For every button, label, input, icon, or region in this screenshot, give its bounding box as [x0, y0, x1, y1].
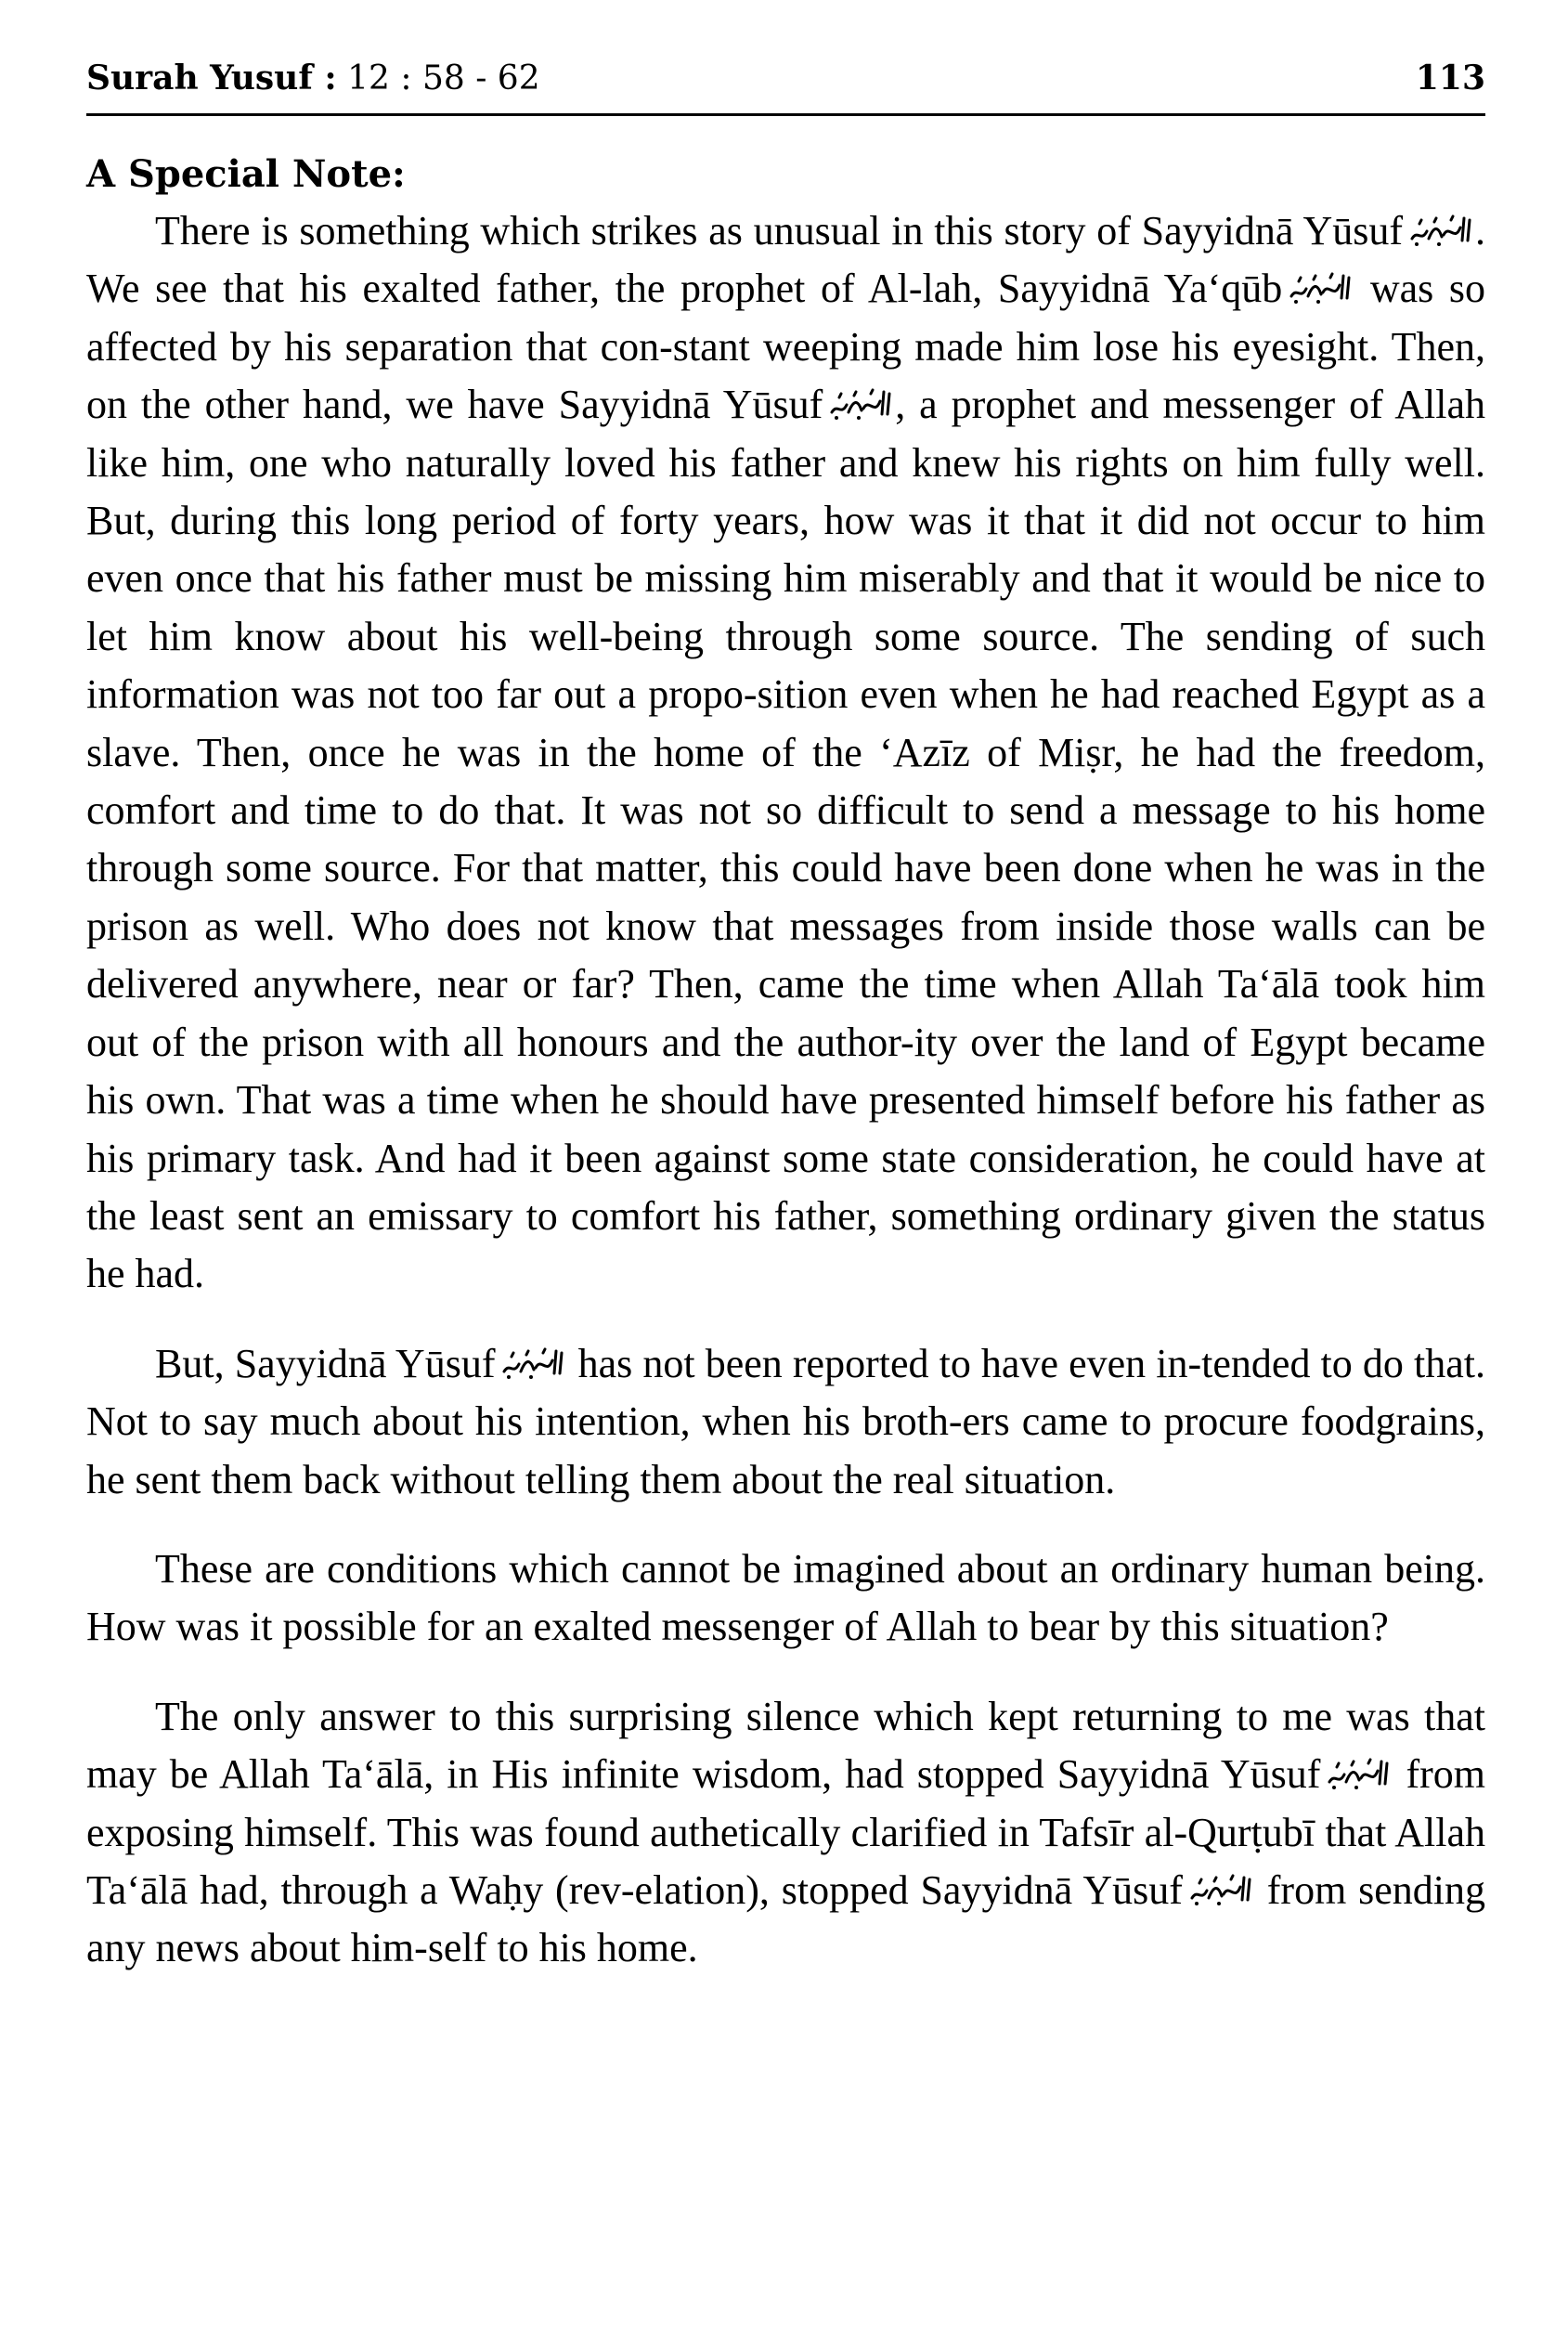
paragraph-3 — [86, 1540, 1485, 1657]
paragraph-text: There is something which strikes as unusual in this story of Sayyidnā Yūsuf — [155, 208, 1403, 254]
paragraph-text: . We see that his exalted father, the prophet of Al-lah, Sayyidnā Ya‘qūb — [86, 208, 1485, 312]
arabic-honorific-icon — [1288, 268, 1353, 306]
surah-name: Surah Yusuf : — [86, 58, 337, 98]
paragraph-text: has not been reported to have even in-tended to do that. Not to say much about his intention, when his broth-ers came to procure foodgrains, he sent them back without telling them about the real situation. — [86, 1340, 1485, 1502]
paragraph-text: from exposing himself. This was found authetically clarified in Tafsīr al-Qurṭubī that Allah Ta‘ālā had, through a Waḥy (rev-elation), stopped Sayyidnā Yūsuf — [86, 1751, 1486, 1913]
section-heading: A Special Note: — [86, 152, 406, 196]
verse-range: 12 : 58 - 62 — [336, 59, 540, 98]
header-rule — [86, 113, 1485, 116]
arabic-honorific-icon — [1408, 211, 1473, 248]
paragraph-text: , a prophet and messenger of Allah like him, one who naturally loved his father and knew his rights on him fully well. But, during this long period of forty years, how was it that it did not occur to him even once that his father must be missing him miserably and that it would be nice to let him know about his well-being through some source. The sending of such information was not too far out a propo-sition even when he had reached Egypt as a slave. Then, once he was in the home of the ‘Azīz of Miṣr, he had the freedom, comfort and time to do that. It was not so difficult to send a message to his home through some source. For that matter, this could have been done when he was in the prison as well. Who does not know that messages from inside those walls can be delivered anywhere, near or far? Then, came the time when Allah Ta‘ālā took him out of the prison with all honours and the author-ity over the land of Egypt became his own. That was a time when he should have presented himself before his father as his primary task. And had it been against some state consideration, he could have at the least sent an emissary to comfort his father, something ordinary given the status he had. — [86, 382, 1485, 1297]
paragraph-4 — [86, 1688, 1485, 1978]
paragraph-text: These are conditions which cannot be imagined about an ordinary human being. How was it possible for an exalted messenger of Allah to bear by this situation? — [86, 1545, 1485, 1650]
paragraph-1 — [86, 202, 1485, 1304]
running-header — [86, 54, 1485, 110]
arabic-honorific-icon — [828, 384, 893, 422]
body-text — [86, 202, 1485, 1978]
chapter-reference — [86, 54, 540, 103]
paragraph-text: from sending any news about him-self to his home. — [86, 1866, 1486, 1971]
arabic-honorific-icon — [1326, 1754, 1391, 1791]
paragraph-text: The only answer to this surprising silence which kept returning to me was that may be Allah Ta‘ālā, in His infinite wisdom, had stopped Sayyidnā Yūsuf — [86, 1693, 1485, 1798]
paragraph-text: was so affected by his separation that con-stant weeping made him lose his eyesight. Then, on the other hand, we have Sayyidnā Yūsuf — [86, 266, 1485, 428]
page-number: 113 — [1415, 58, 1485, 98]
arabic-honorific-icon — [500, 1344, 565, 1381]
paragraph-text: But, Sayyidnā Yūsuf — [155, 1340, 496, 1386]
arabic-honorific-icon — [1188, 1870, 1253, 1907]
paragraph-2 — [86, 1335, 1485, 1509]
